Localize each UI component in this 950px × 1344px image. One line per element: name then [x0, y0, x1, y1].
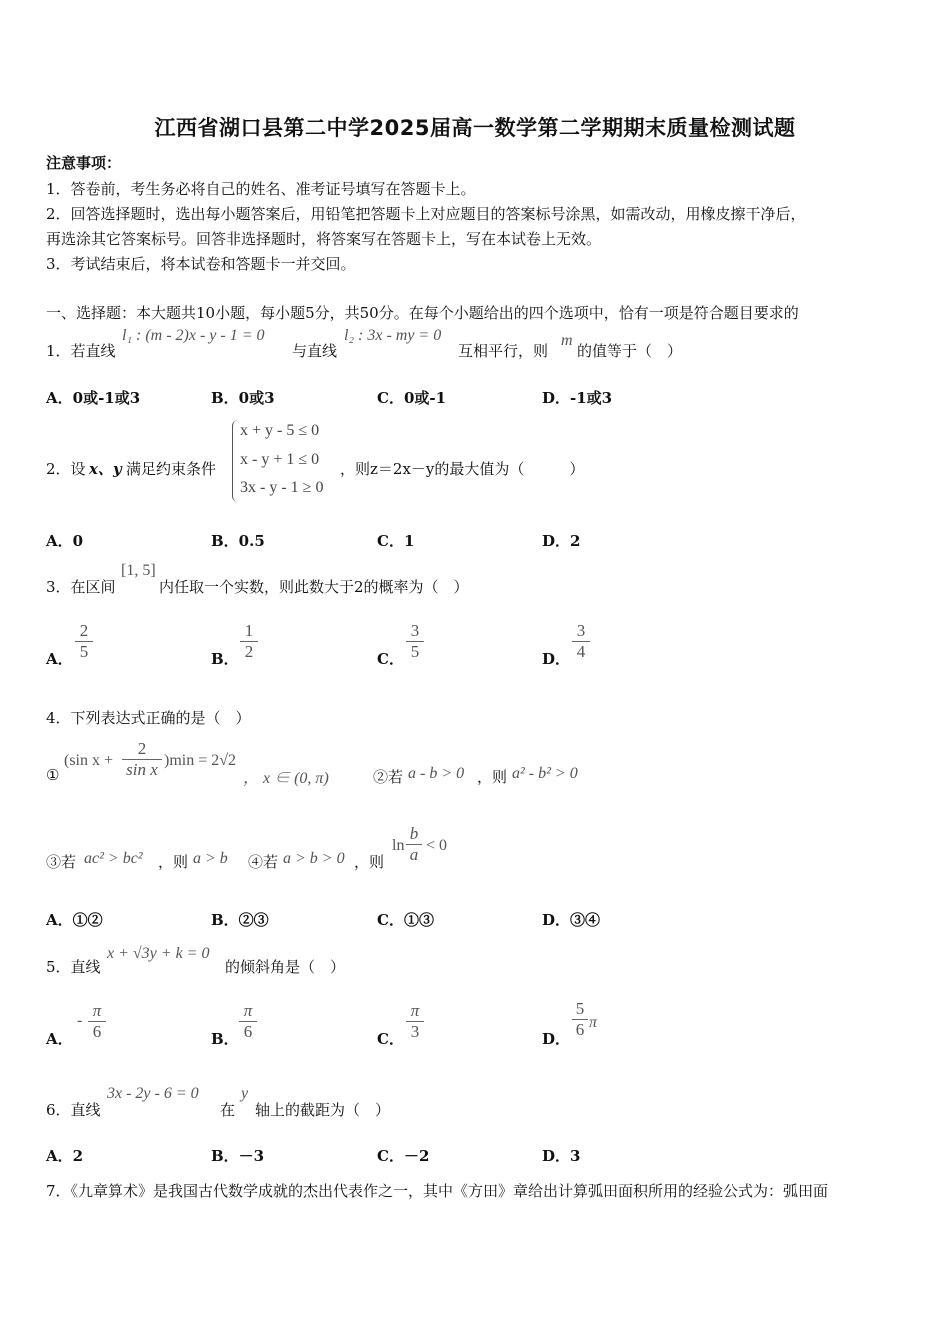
q6-option-c: C．－2 [377, 1147, 430, 1165]
q3-option-d: D． [542, 650, 571, 668]
q6-option-d: D．3 [542, 1147, 581, 1165]
notice-item-2-cont: 再选涂其它答案标号。回答非选择题时，将答案写在答题卡上，写在本试卷上无效。 [46, 230, 602, 248]
q4-statement-3-then: ，则 [158, 853, 189, 871]
q5-option-d-pi: π [589, 1014, 598, 1031]
q5-tail: 的倾斜角是（ ） [225, 958, 346, 976]
q1-tail2: 的值等于（ ） [577, 342, 683, 360]
q3-interval: [1, 5] [121, 562, 156, 579]
q3-tail: 内任取一个实数，则此数大于2的概率为（ ） [159, 578, 469, 596]
q1-prefix: 1．若直线 [46, 342, 116, 360]
q4-statement-2-premise: a - b > 0 [408, 765, 465, 782]
denominator: 6 [575, 1020, 585, 1039]
notice-item-1: 1．答卷前，考生务必将自己的姓名、准考证号填写在答题卡上。 [46, 180, 476, 198]
q2-option-c: C．1 [377, 532, 415, 550]
q4-statement-4-fraction [406, 825, 422, 864]
section-heading: 一、选择题：本大题共10小题，每小题5分，共50分。在每个小题给出的四个选项中，恰有一项是符合题目要求的 [46, 304, 799, 322]
notice-heading: 注意事项： [46, 154, 122, 172]
q5-option-d: D． [542, 1030, 571, 1048]
constraint-brace [232, 420, 239, 502]
denominator: 6 [243, 1022, 253, 1041]
notice-item-3: 3．考试结束后，将本试卷和答题卡一并交回。 [46, 255, 356, 273]
q4-statement-1-fraction [122, 740, 162, 779]
denominator: 4 [576, 642, 586, 661]
q1-tail: 互相平行，则 [458, 342, 549, 360]
q4-option-b: B．②③ [211, 911, 269, 929]
q5-option-a-fraction [88, 1002, 106, 1041]
q4-statement-3-mark: ③若 [46, 853, 77, 871]
q4-statement-1-mark: ① [46, 766, 60, 784]
numerator: 5 [575, 999, 585, 1018]
numerator: 1 [244, 621, 254, 640]
q4-statement-1-expr: (sin x + [64, 752, 114, 769]
denominator: sin x [126, 760, 158, 779]
numerator: b [409, 824, 419, 843]
q5-prefix: 5．直线 [46, 958, 101, 976]
q4-statement-4-mark: ④若 [248, 853, 279, 871]
q4-statement-4-ln: ln [392, 837, 405, 854]
numerator: π [410, 1001, 420, 1020]
q2-option-d: D．2 [542, 532, 581, 550]
q4-statement-1-rest: )min = 2√2 [164, 752, 237, 769]
q5-formula: x + √3y + k = 0 [107, 945, 210, 962]
q3-option-c-fraction [406, 622, 424, 661]
q2-constraint-1: x + y - 5 ≤ 0 [240, 422, 320, 439]
q3-option-a: A． [46, 650, 73, 668]
q5-option-a: A． [46, 1030, 73, 1048]
q4-statement-2-conclusion: a² - b² > 0 [512, 765, 578, 782]
q6-prefix: 6．直线 [46, 1101, 101, 1119]
q2-option-b: B．0.5 [211, 532, 265, 550]
q3-option-b-fraction [240, 622, 258, 661]
q1-var-m: m [561, 332, 573, 349]
q2-option-a: A．0 [46, 532, 84, 550]
q6-tail: 轴上的截距为（ ） [255, 1101, 391, 1119]
q5-option-b-fraction [239, 1002, 257, 1041]
q1-option-a: A．0或-1或3 [46, 389, 141, 407]
q1-mid: 与直线 [292, 342, 338, 360]
q1-option-d: D．-1或3 [542, 389, 613, 407]
q3-option-b: B． [211, 650, 239, 668]
q3-option-a-fraction [75, 622, 93, 661]
numerator: π [92, 1001, 102, 1020]
q4-option-a: A．①② [46, 911, 103, 929]
q4-statement-4-premise: a > b > 0 [283, 850, 345, 867]
numerator: π [243, 1001, 253, 1020]
q4-statement-1-cond: ， x ∈ (0, π) [243, 770, 329, 787]
q2-constraint-3: 3x - y - 1 ≥ 0 [240, 479, 324, 496]
q2-constraint-2: x - y + 1 ≤ 0 [240, 451, 320, 468]
numerator: 2 [79, 621, 89, 640]
q6-var-y: y [241, 1085, 249, 1102]
q4-stem: 4．下列表达式正确的是（ ） [46, 709, 251, 727]
q6-formula: 3x - 2y - 6 = 0 [107, 1085, 199, 1102]
denominator: 3 [410, 1022, 420, 1041]
q1-option-c: C．0或-1 [377, 389, 447, 407]
q5-option-c: C． [377, 1030, 404, 1048]
numerator: 3 [410, 621, 420, 640]
q6-option-b: B．－3 [211, 1147, 265, 1165]
q2-stem: 满足约束条件 [126, 460, 217, 478]
q6-option-a: A．2 [46, 1147, 84, 1165]
q1-line2-formula: l₂ : 3x - my = 0 [344, 327, 442, 344]
q4-option-d: D．③④ [542, 911, 601, 929]
page-title: 江西省湖口县第二中学2025届高一数学第二学期期末质量检测试题 [154, 116, 796, 140]
q2-tail: ，则z＝2x－y的最大值为（ ） [340, 460, 585, 478]
q4-statement-3-conclusion: a > b [193, 850, 228, 867]
denominator: 6 [92, 1022, 102, 1041]
denominator: 2 [244, 642, 254, 661]
q4-statement-3-premise: ac² > bc² [84, 850, 143, 867]
q3-prefix: 3．在区间 [46, 578, 116, 596]
q4-statement-4-rest: < 0 [426, 837, 448, 854]
q5-option-b: B． [211, 1030, 239, 1048]
q4-statement-2-mark: ②若 [373, 768, 404, 786]
q1-option-b: B．0或3 [211, 389, 275, 407]
q4-statement-4-then: ，则 [354, 853, 385, 871]
q3-option-c: C． [377, 650, 404, 668]
denominator: a [409, 845, 419, 864]
notice-item-2: 2．回答选择题时，选出每小题答案后，用铅笔把答题卡上对应题目的答案标号涂黑，如需改动，用橡皮擦干净后， [46, 205, 806, 223]
denominator: 5 [410, 642, 420, 661]
q6-mid: 在 [220, 1101, 236, 1119]
q3-option-d-fraction [572, 622, 590, 661]
q5-option-c-fraction [406, 1002, 424, 1041]
q4-option-c: C．①③ [377, 911, 434, 929]
q2-prefix: 2．设 [46, 460, 86, 478]
denominator: 5 [79, 642, 89, 661]
q2-vars: x、y [89, 460, 122, 478]
numerator: 2 [137, 739, 147, 758]
q1-line1-formula: l₁ : (m - 2)x - y - 1 = 0 [122, 327, 265, 344]
question-7: 7．《九章算术》是我国古代数学成就的杰出代表作之一，其中《方田》章给出计算弧田面积所用的经验公式为：弧田面 [46, 1182, 829, 1200]
q5-option-a-sign: - [77, 1012, 83, 1029]
numerator: 3 [576, 621, 586, 640]
q4-statement-2-then: ，则 [477, 768, 508, 786]
q5-option-d-fraction [572, 1000, 588, 1039]
